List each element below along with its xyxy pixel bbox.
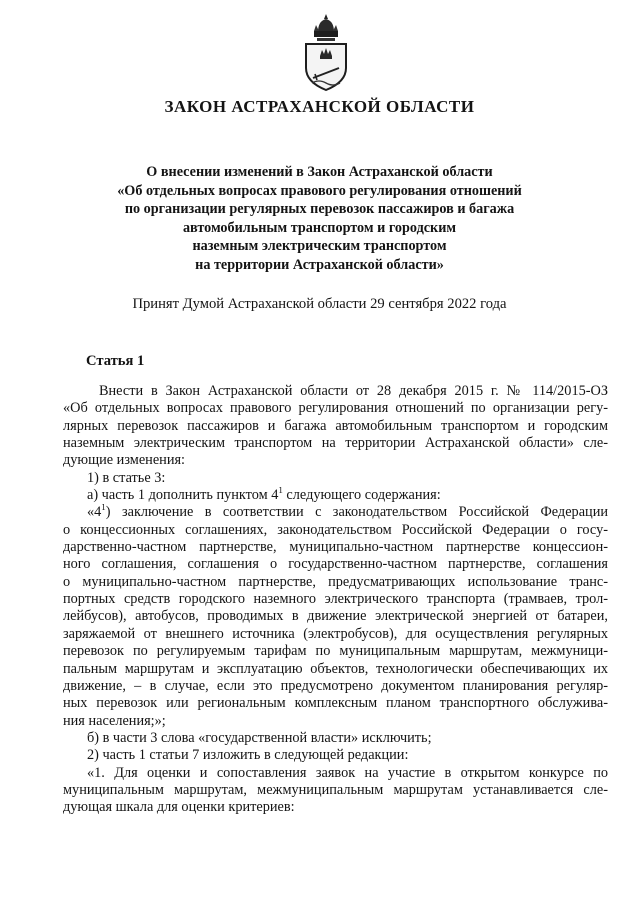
body-line: о муниципально-частном партнерстве, предусматривающих использование транс- (63, 573, 608, 590)
body-line: ных перевозок или региональным комплексным планом транспортного обслужива- (63, 695, 608, 712)
article-body (63, 383, 608, 817)
body-line: ного соглашения, соглашения о государственно-частном партнерстве, соглашения (63, 556, 608, 573)
astrakhan-coat-of-arms-icon (300, 12, 352, 92)
body-line: наземным электрическим транспортом на территории Астраханской области» сле- (63, 435, 608, 452)
adoption-note: Принят Думой Астраханской области 29 сентября 2022 года (132, 296, 507, 312)
body-line: «1. Для оценки и сопоставления заявок на участие в открытом конкурсе по (87, 764, 608, 781)
body-line: муниципальным маршрутам, межмуниципальным маршрутам устанавливается сле- (63, 781, 608, 798)
body-line: о концессионных соглашениях, законодательством Российской Федерации о госу- (63, 521, 608, 538)
body-line: пальным маршрутам и эксплуатацию объектов, технологически обеспечивающих их (63, 660, 608, 677)
line-text: ) заключение в соответствии с законодательством Российской Федерации (105, 504, 608, 521)
body-line (63, 487, 608, 504)
body-line: «Об отдельных вопросах правового регулирования отношений по организации регу- (63, 400, 608, 417)
superscript: 1 (101, 504, 106, 513)
line-text: а) часть 1 дополнить пунктом 4 (87, 487, 279, 504)
body-line: Внести в Закон Астраханской области от 28 декабря 2015 г. № 114/2015-ОЗ (99, 383, 608, 399)
subtitle-line: автомобильным транспортом и городским (182, 219, 457, 236)
body-line: 1) в статье 3: (87, 469, 166, 486)
body-line: дарственно-частном партнерстве, муниципально-частном партнерстве концессион- (63, 539, 608, 556)
superscript: 1 (278, 487, 283, 496)
article-heading: Статья 1 (86, 353, 145, 369)
law-subtitle (60, 163, 579, 274)
body-line: движение, – в случае, если это предусмотрено документом планирования регуляр- (63, 677, 608, 694)
body-line: заряжаемой от внешнего источника (электробусов), для осуществления регулярных (63, 625, 608, 642)
body-line: портных средств городского наземного электрического транспорта (трамваев, трол- (63, 591, 608, 608)
body-line: лейбусов), автобусов, проводимых в движение электрической энергией от батареи, (63, 608, 608, 625)
body-line (63, 504, 608, 521)
body-line: ния населения;»; (63, 712, 166, 729)
subtitle-line: на территории Астраханской области» (195, 256, 444, 273)
subtitle-line: наземным электрическим транспортом (192, 238, 447, 254)
body-line: 2) часть 1 статьи 7 изложить в следующей редакции: (87, 747, 409, 764)
body-line: б) в части 3 слова «государственной власти» исключить; (87, 729, 432, 746)
law-title: ЗАКОН АСТРАХАНСКОЙ ОБЛАСТИ (164, 97, 475, 116)
line-text: «4 (87, 504, 102, 521)
body-line: лярных перевозок пассажиров и багажа автомобильным транспортом и городским (63, 417, 608, 434)
subtitle-line: по организации регулярных перевозок пассажиров и багажа (124, 201, 515, 217)
body-line: перевозок по регулируемым тарифам по муниципальным маршрутам, межмуници- (63, 643, 608, 660)
body-line: дующие изменения: (63, 452, 186, 469)
line-text: следующего содержания: (282, 487, 441, 504)
body-line: дующая шкала для оценки критериев: (63, 799, 295, 816)
subtitle-line: «Об отдельных вопросах правового регулирования отношений (117, 182, 522, 199)
subtitle-line: О внесении изменений в Закон Астраханской области (146, 164, 493, 180)
